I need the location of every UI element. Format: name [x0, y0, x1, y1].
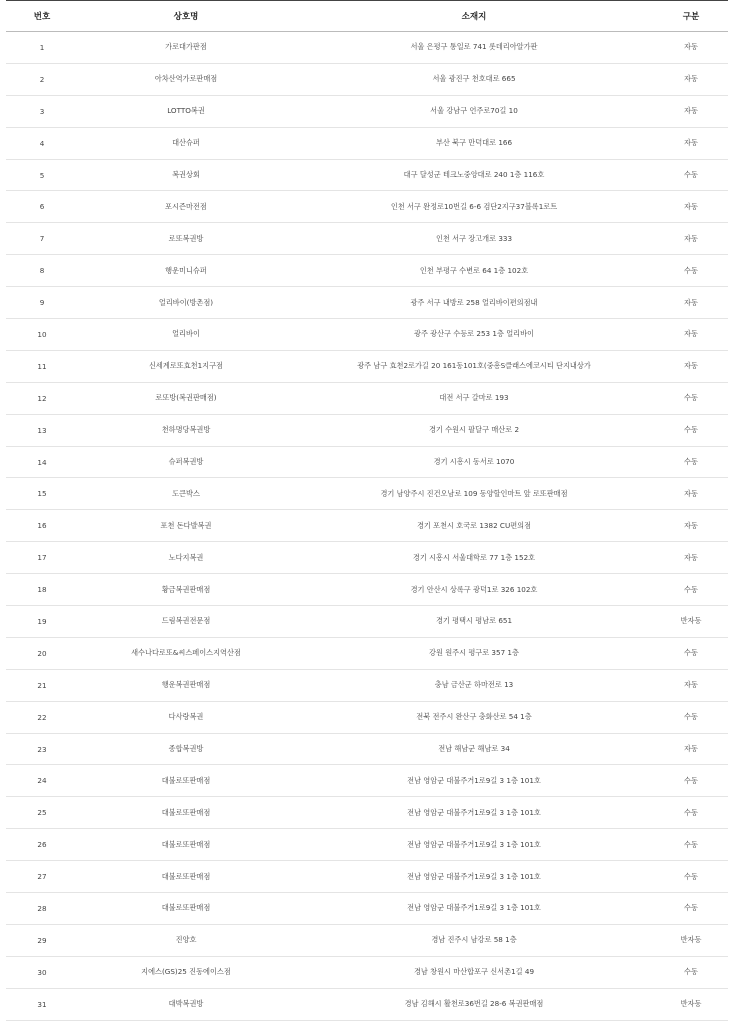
cell-type: 자동	[654, 127, 728, 159]
cell-type: 자동	[654, 287, 728, 319]
cell-store-name: 드림복권전문점	[78, 606, 294, 638]
table-row	[6, 956, 728, 988]
cell-store-name: 천하명당복권방	[78, 414, 294, 446]
cell-address: 경남 김해시 활천로36번길 28-6 복권판매점	[294, 988, 654, 1020]
table-row	[6, 829, 728, 861]
cell-number: 7	[6, 223, 78, 255]
header-row	[6, 1, 728, 32]
cell-number: 17	[6, 542, 78, 574]
cell-store-name: 도큰박스	[78, 478, 294, 510]
cell-number: 23	[6, 733, 78, 765]
cell-address: 경기 평택시 평남로 651	[294, 606, 654, 638]
cell-type: 수동	[654, 574, 728, 606]
cell-store-name: 진양호	[78, 924, 294, 956]
cell-number: 6	[6, 191, 78, 223]
cell-number: 10	[6, 319, 78, 351]
table-row	[6, 893, 728, 925]
table-header	[6, 1, 728, 32]
cell-store-name: 다사랑복권	[78, 701, 294, 733]
cell-address: 전남 영암군 대불주거1로9길 3 1층 101호	[294, 893, 654, 925]
header-store-name: 상호명	[78, 1, 294, 32]
cell-number: 31	[6, 988, 78, 1020]
table-row	[6, 63, 728, 95]
cell-store-name: 포시즌마전점	[78, 191, 294, 223]
cell-type: 수동	[654, 701, 728, 733]
cell-address: 충남 금산군 하마전로 13	[294, 669, 654, 701]
cell-address: 부산 북구 만덕대로 166	[294, 127, 654, 159]
cell-type: 수동	[654, 893, 728, 925]
cell-number: 22	[6, 701, 78, 733]
cell-address: 인천 부평구 수변로 64 1층 102호	[294, 255, 654, 287]
cell-type: 자동	[654, 478, 728, 510]
table-row	[6, 350, 728, 382]
cell-address: 강원 원주시 평구로 357 1층	[294, 637, 654, 669]
cell-number: 13	[6, 414, 78, 446]
table-row	[6, 701, 728, 733]
table-row	[6, 542, 728, 574]
cell-type: 반자동	[654, 988, 728, 1020]
cell-type: 자동	[654, 95, 728, 127]
cell-type: 수동	[654, 159, 728, 191]
cell-store-name: 대불로또판매점	[78, 797, 294, 829]
cell-type: 수동	[654, 446, 728, 478]
cell-store-name: 종합복권방	[78, 733, 294, 765]
table-row	[6, 223, 728, 255]
table-row	[6, 287, 728, 319]
table-row	[6, 606, 728, 638]
cell-type: 자동	[654, 32, 728, 64]
header-type: 구분	[654, 1, 728, 32]
cell-address: 전남 영암군 대불주거1로9길 3 1층 101호	[294, 765, 654, 797]
cell-address: 대전 서구 갈마로 193	[294, 382, 654, 414]
cell-type: 자동	[654, 63, 728, 95]
table-row	[6, 765, 728, 797]
table-row	[6, 159, 728, 191]
cell-type: 수동	[654, 414, 728, 446]
cell-address: 서울 광진구 천호대로 665	[294, 63, 654, 95]
cell-number: 2	[6, 63, 78, 95]
cell-type: 수동	[654, 765, 728, 797]
cell-number: 29	[6, 924, 78, 956]
cell-type: 자동	[654, 223, 728, 255]
winning-stores-table-container	[6, 0, 728, 1021]
cell-number: 24	[6, 765, 78, 797]
cell-address: 대구 달성군 테크노중앙대로 240 1층 116호	[294, 159, 654, 191]
cell-address: 인천 서구 장고개로 333	[294, 223, 654, 255]
table-row	[6, 319, 728, 351]
cell-address: 인천 서구 완정로10번길 6-6 검단2지구37블록1로트	[294, 191, 654, 223]
cell-store-name: 신세계로또효천1지구점	[78, 350, 294, 382]
cell-store-name: 로또복권방	[78, 223, 294, 255]
cell-store-name: 대불로또판매점	[78, 765, 294, 797]
winning-stores-table	[6, 0, 728, 1021]
cell-store-name: 포천 돈다발복권	[78, 510, 294, 542]
cell-number: 21	[6, 669, 78, 701]
cell-store-name: 황금복권판매점	[78, 574, 294, 606]
table-row	[6, 733, 728, 765]
cell-address: 서울 강남구 언주로70길 10	[294, 95, 654, 127]
cell-number: 30	[6, 956, 78, 988]
cell-address: 경남 창원시 마산합포구 신서촌1길 49	[294, 956, 654, 988]
table-row	[6, 32, 728, 64]
cell-number: 20	[6, 637, 78, 669]
cell-address: 전남 영암군 대불주거1로9길 3 1층 101호	[294, 829, 654, 861]
table-body	[6, 32, 728, 1021]
cell-type: 수동	[654, 255, 728, 287]
cell-type: 반자동	[654, 924, 728, 956]
table-row	[6, 861, 728, 893]
cell-address: 경기 포천시 호국로 1382 CU편의점	[294, 510, 654, 542]
cell-address: 광주 서구 내방로 258 얼리바이편의점내	[294, 287, 654, 319]
cell-type: 자동	[654, 542, 728, 574]
cell-store-name: 얼리바이(방촌점)	[78, 287, 294, 319]
cell-type: 자동	[654, 350, 728, 382]
cell-type: 자동	[654, 733, 728, 765]
table-row	[6, 95, 728, 127]
cell-store-name: 지에스(GS)25 진동에이스점	[78, 956, 294, 988]
cell-number: 18	[6, 574, 78, 606]
cell-address: 경기 남양주시 진건오남로 109 동양할인마트 앞 로또판매점	[294, 478, 654, 510]
table-row	[6, 637, 728, 669]
cell-type: 수동	[654, 637, 728, 669]
cell-type: 수동	[654, 829, 728, 861]
cell-store-name: 새수나다로또&씨스페이스지역산점	[78, 637, 294, 669]
table-row	[6, 988, 728, 1020]
cell-type: 수동	[654, 956, 728, 988]
cell-store-name: 행운복권판매점	[78, 669, 294, 701]
cell-address: 전남 해남군 해남로 34	[294, 733, 654, 765]
cell-number: 26	[6, 829, 78, 861]
table-row	[6, 191, 728, 223]
cell-address: 경기 안산시 상록구 광덕1로 326 102호	[294, 574, 654, 606]
table-row	[6, 414, 728, 446]
table-row	[6, 924, 728, 956]
cell-type: 자동	[654, 191, 728, 223]
cell-store-name: 대박복권방	[78, 988, 294, 1020]
cell-number: 5	[6, 159, 78, 191]
cell-number: 19	[6, 606, 78, 638]
cell-type: 자동	[654, 510, 728, 542]
cell-store-name: 노다지복권	[78, 542, 294, 574]
cell-address: 경기 시흥시 서울대학로 77 1층 152호	[294, 542, 654, 574]
header-number: 번호	[6, 1, 78, 32]
cell-number: 9	[6, 287, 78, 319]
table-row	[6, 510, 728, 542]
cell-type: 수동	[654, 382, 728, 414]
cell-address: 광주 남구 효천2로가길 20 161동101호(중흥S클래스에코시티 단지내상가	[294, 350, 654, 382]
cell-number: 1	[6, 32, 78, 64]
cell-store-name: 대불로또판매점	[78, 861, 294, 893]
cell-store-name: 로또방(복권판매점)	[78, 382, 294, 414]
cell-store-name: 대불로또판매점	[78, 829, 294, 861]
cell-address: 경기 수원시 팔달구 매산로 2	[294, 414, 654, 446]
cell-store-name: LOTTO복권	[78, 95, 294, 127]
cell-address: 경기 시흥시 동서로 1070	[294, 446, 654, 478]
cell-number: 27	[6, 861, 78, 893]
table-row	[6, 669, 728, 701]
cell-store-name: 복권상회	[78, 159, 294, 191]
table-row	[6, 446, 728, 478]
cell-type: 수동	[654, 797, 728, 829]
cell-store-name: 슈퍼복권방	[78, 446, 294, 478]
cell-type: 자동	[654, 319, 728, 351]
cell-type: 자동	[654, 669, 728, 701]
cell-number: 14	[6, 446, 78, 478]
cell-store-name: 행운미니슈퍼	[78, 255, 294, 287]
cell-address: 경남 진주시 남강로 58 1층	[294, 924, 654, 956]
cell-number: 28	[6, 893, 78, 925]
cell-store-name: 얼리바이	[78, 319, 294, 351]
cell-number: 3	[6, 95, 78, 127]
table-row	[6, 255, 728, 287]
table-row	[6, 797, 728, 829]
cell-number: 25	[6, 797, 78, 829]
cell-store-name: 가로대가판점	[78, 32, 294, 64]
cell-address: 서울 은평구 통일로 741 롯데리아알가판	[294, 32, 654, 64]
cell-address: 전남 영암군 대불주거1로9길 3 1층 101호	[294, 797, 654, 829]
cell-address: 광주 광산구 수등로 253 1층 얼리바이	[294, 319, 654, 351]
cell-type: 반자동	[654, 606, 728, 638]
cell-type: 수동	[654, 861, 728, 893]
cell-address: 전북 전주시 완산구 충화산로 54 1층	[294, 701, 654, 733]
cell-store-name: 대불로또판매점	[78, 893, 294, 925]
cell-number: 16	[6, 510, 78, 542]
header-address: 소재지	[294, 1, 654, 32]
table-row	[6, 478, 728, 510]
cell-number: 8	[6, 255, 78, 287]
cell-number: 11	[6, 350, 78, 382]
cell-number: 4	[6, 127, 78, 159]
table-row	[6, 127, 728, 159]
cell-store-name: 아차산역가로판매점	[78, 63, 294, 95]
cell-address: 전남 영암군 대불주거1로9길 3 1층 101호	[294, 861, 654, 893]
cell-number: 12	[6, 382, 78, 414]
table-row	[6, 382, 728, 414]
cell-store-name: 대산슈퍼	[78, 127, 294, 159]
cell-number: 15	[6, 478, 78, 510]
table-row	[6, 574, 728, 606]
